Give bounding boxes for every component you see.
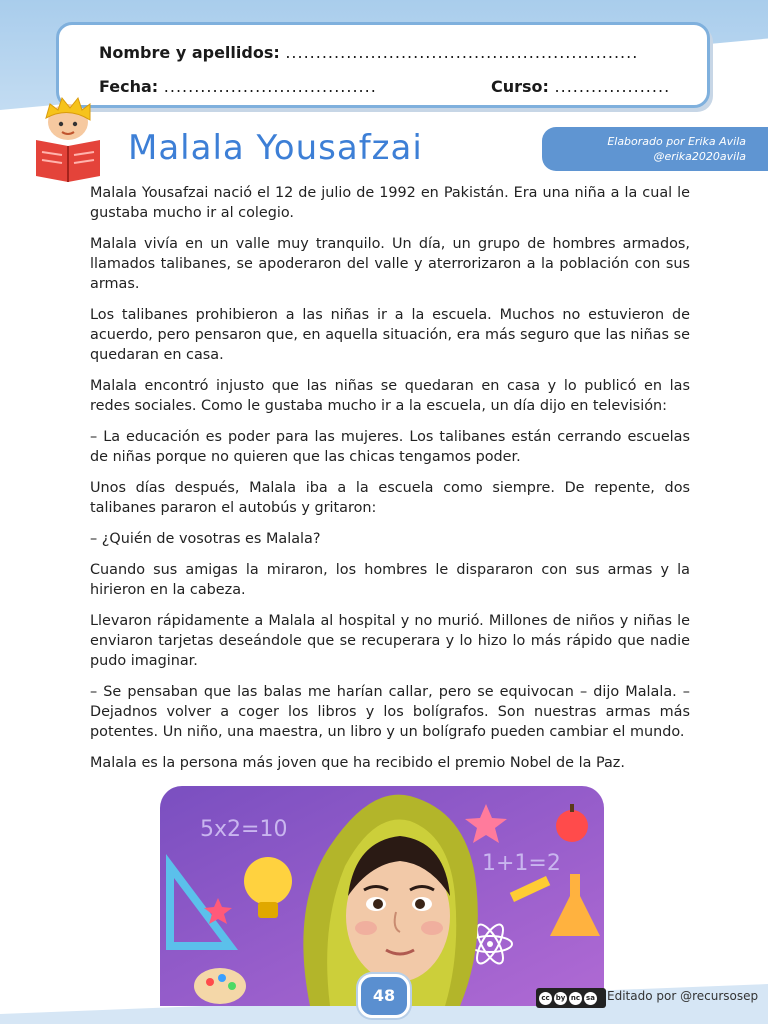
- course-label: Curso:: [491, 77, 549, 96]
- creative-commons-license-icon: [536, 988, 606, 1008]
- nc-icon: nc: [569, 992, 582, 1005]
- cc-icon: cc: [539, 992, 552, 1005]
- by-icon: by: [554, 992, 567, 1005]
- palette-icon: [194, 968, 246, 1004]
- equation-text: 1+1=2: [482, 851, 561, 876]
- edited-by-credit: Editado por @recursosep: [607, 989, 759, 1003]
- course-blank[interactable]: ...................: [554, 77, 671, 96]
- paragraph: – Se pensaban que las balas me harían callar, pero se equivocan – dijo Malala. – Dejadnos volver a coger los libros y los bolígrafos. Son nuestras armas más potentes. Un niño, una maestra, un libro y un bolígrafo pueden cambiar el mundo.: [90, 684, 690, 740]
- date-field[interactable]: [99, 77, 377, 96]
- date-blank[interactable]: ...................................: [163, 77, 377, 96]
- author-line: Elaborado por Erika Avila: [607, 135, 746, 148]
- equation-text: 5x2=10: [200, 817, 288, 842]
- paragraph: – ¿Quién de vosotras es Malala?: [90, 531, 321, 547]
- paragraph: Cuando sus amigas la miraron, los hombres le dispararon con sus armas y la hirieron en la cabeza.: [90, 562, 690, 598]
- page-number-badge: 48: [358, 974, 410, 1018]
- paragraph: Los talibanes prohibieron a las niñas ir a la escuela. Muchos no estuvieron de acuerdo, pero pensaron que, en aquella situación, era más seguro que las niñas se quedaran en casa.: [90, 307, 690, 363]
- name-label: Nombre y apellidos:: [99, 43, 280, 62]
- paragraph: Malala encontró injusto que las niñas se quedaran en casa y lo publicó en las redes sociales. Como le gustaba mucho ir a la escuela, un día dijo en televisión:: [90, 378, 690, 414]
- author-handle: @erika2020avila: [653, 150, 746, 163]
- student-info-box: [56, 22, 710, 108]
- name-field[interactable]: [99, 43, 638, 62]
- malala-illustration: [160, 786, 604, 1006]
- paragraph: Malala Yousafzai nació el 12 de julio de 1992 en Pakistán. Era una niña a la cual le gustaba mucho ir al colegio.: [90, 185, 690, 221]
- sa-icon: sa: [584, 992, 597, 1005]
- paragraph: Unos días después, Malala iba a la escuela como siempre. De repente, dos talibanes pararon el autobús y gritaron:: [90, 480, 690, 516]
- paragraph: Llevaron rápidamente a Malala al hospital y no murió. Millones de niños y niñas le enviaron tarjetas deseándole que se recuperara y lo hizo lo más rápido que nadie pudo imaginar.: [90, 613, 690, 669]
- name-blank[interactable]: ..........................................................: [285, 43, 639, 62]
- course-field[interactable]: [491, 77, 670, 96]
- date-label: Fecha:: [99, 77, 159, 96]
- author-tab: [542, 127, 768, 171]
- page-title: Malala Yousafzai: [128, 128, 423, 168]
- reading-kid-icon: [28, 96, 108, 182]
- paragraph: Malala vivía en un valle muy tranquilo. Un día, un grupo de hombres armados, llamados talibanes, se apoderaron del valle y aterrorizaron a la población con sus armas.: [90, 236, 690, 292]
- paragraph: Malala es la persona más joven que ha recibido el premio Nobel de la Paz.: [90, 755, 625, 771]
- paragraph: – La educación es poder para las mujeres. Los talibanes están cerrando escuelas de niñas porque no quieren que las chicas tengamos poder.: [90, 429, 690, 465]
- story-text: [90, 183, 690, 784]
